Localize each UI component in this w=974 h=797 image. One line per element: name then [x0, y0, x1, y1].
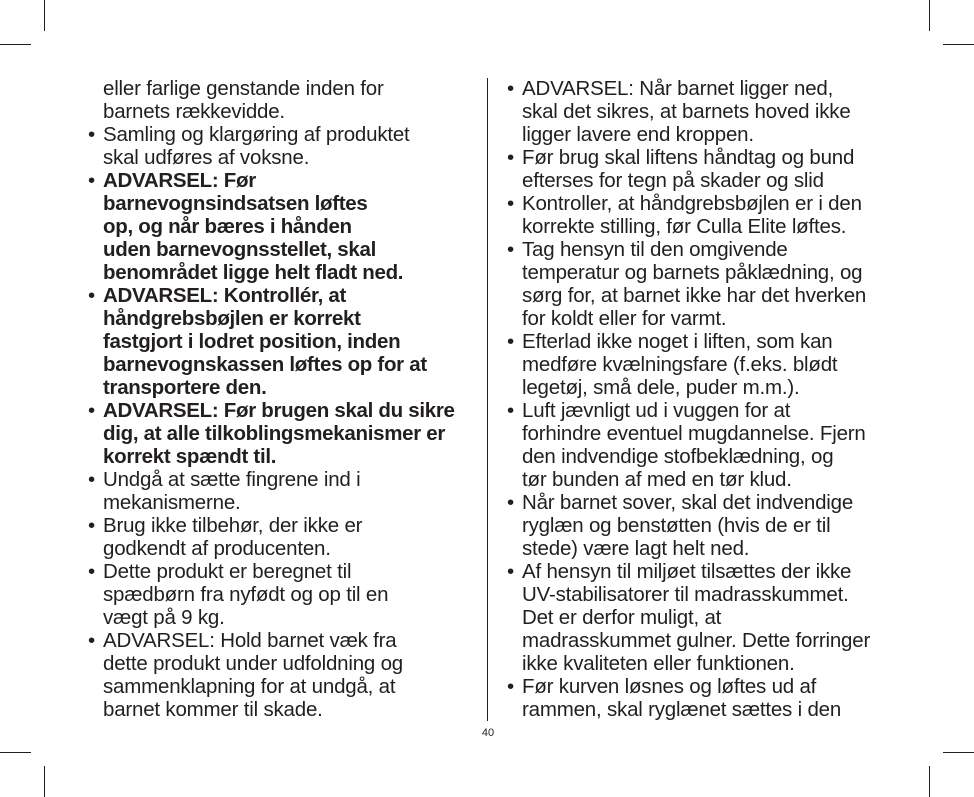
bullet-icon: • — [88, 123, 95, 146]
bullet-item — [507, 560, 899, 675]
bullet-text: ADVARSEL: Når barnet ligger ned, skal det sikres, at barnets hoved ikke ligger lavere end kroppen. — [522, 77, 851, 146]
crop-mark-top-left-vertical — [44, 0, 45, 31]
bullet-icon: • — [507, 675, 514, 698]
bullet-text: Kontroller, at håndgrebsbøjlen er i den korrekte stilling, før Culla Elite løftes. — [522, 192, 862, 238]
bullet-icon: • — [88, 399, 95, 422]
bullet-item — [507, 491, 899, 560]
bullet-icon: • — [88, 514, 95, 537]
bullet-text: Samling og klargøring af produktet skal udføres af voksne. — [103, 123, 410, 169]
bullet-icon: • — [507, 77, 514, 100]
bullet-item — [507, 192, 899, 238]
bullet-text: eller farlige genstande inden for barnets rækkevidde. — [103, 77, 384, 123]
bullet-icon: • — [507, 330, 514, 353]
bullet-text: Tag hensyn til den omgivende temperatur og barnets påklædning, og sørg for, at barnet ikke har det hverken for koldt eller for varmt. — [522, 238, 867, 330]
bullet-item — [507, 77, 899, 146]
bullet-item — [88, 514, 480, 560]
bullet-item — [88, 169, 480, 284]
bullet-item — [88, 560, 480, 629]
bullet-icon: • — [88, 629, 95, 652]
bullet-icon: • — [507, 192, 514, 215]
continued-text — [88, 77, 480, 123]
crop-mark-bottom-left-horizontal — [0, 752, 31, 753]
bullet-text: Efterlad ikke noget i liften, som kan medføre kvælningsfare (f.eks. blødt legetøj, små dele, puder m.m.). — [522, 330, 838, 399]
bullet-item — [88, 399, 480, 468]
crop-mark-bottom-right-horizontal — [943, 752, 974, 753]
bullet-icon: • — [507, 560, 514, 583]
bullet-text: Luft jævnligt ud i vuggen for at forhindre eventuel mugdannelse. Fjern den indvendige stofbeklædning, og tør bunden af med en tør klud. — [522, 399, 866, 491]
right-column — [507, 77, 899, 721]
bullet-icon: • — [507, 491, 514, 514]
bullet-item — [88, 629, 480, 721]
crop-mark-top-right-vertical — [929, 0, 930, 31]
column-divider — [487, 78, 488, 721]
crop-mark-top-right-horizontal — [943, 44, 974, 45]
bullet-item — [507, 146, 899, 192]
crop-mark-top-left-horizontal — [0, 44, 31, 45]
bullet-text: Undgå at sætte fingrene ind i mekanismerne. — [103, 468, 361, 514]
bullet-text: Før brug skal liftens håndtag og bund efterses for tegn på skader og slid — [522, 146, 855, 192]
bullet-text: Når barnet sover, skal det indvendige ryglæn og benstøtten (hvis de er til stede) være lagt helt ned. — [522, 491, 854, 560]
bullet-item — [507, 330, 899, 399]
bullet-text: ADVARSEL: Kontrollér, at håndgrebsbøjlen er korrekt fastgjort i lodret position, inden barnevognskassen løftes op for at transportere den. — [103, 284, 427, 399]
bullet-item — [507, 675, 899, 721]
crop-mark-bottom-right-vertical — [929, 766, 930, 797]
bullet-item — [507, 238, 899, 330]
bullet-icon: • — [507, 399, 514, 422]
bullet-icon: • — [88, 560, 95, 583]
bullet-icon: • — [507, 146, 514, 169]
bullet-text: Dette produkt er beregnet til spædbørn fra nyfødt og op til en vægt på 9 kg. — [103, 560, 389, 629]
bullet-icon: • — [507, 238, 514, 261]
bullet-item — [88, 468, 480, 514]
bullet-icon: • — [88, 169, 95, 192]
bullet-text: Før kurven løsnes og løftes ud af rammen, skal ryglænet sættes i den — [522, 675, 842, 721]
bullet-text: ADVARSEL: Hold barnet væk fra dette produkt under udfoldning og sammenklapning for at undgå, at barnet kommer til skade. — [103, 629, 403, 721]
bullet-text: ADVARSEL: Før barnevognsindsatsen løftes op, og når bæres i hånden uden barnevognsstellet, skal benområdet ligge helt fladt ned. — [103, 169, 404, 284]
crop-mark-bottom-left-vertical — [44, 766, 45, 797]
bullet-text: Brug ikke tilbehør, der ikke er godkendt af producenten. — [103, 514, 363, 560]
left-column — [88, 77, 480, 721]
bullet-text: Af hensyn til miljøet tilsættes der ikke UV-stabilisatorer til madrasskummet. Det er derfor muligt, at madrasskummet gulner. Dette forringer ikke kvaliteten eller funktionen. — [522, 560, 871, 675]
bullet-text: ADVARSEL: Før brugen skal du sikre dig, at alle tilkoblingsmekanismer er korrekt spændt til. — [103, 399, 455, 468]
bullet-item — [88, 123, 480, 169]
bullet-icon: • — [88, 284, 95, 307]
page-number: 40 — [481, 727, 495, 739]
bullet-item — [88, 284, 480, 399]
bullet-item — [507, 399, 899, 491]
bullet-icon: • — [88, 468, 95, 491]
